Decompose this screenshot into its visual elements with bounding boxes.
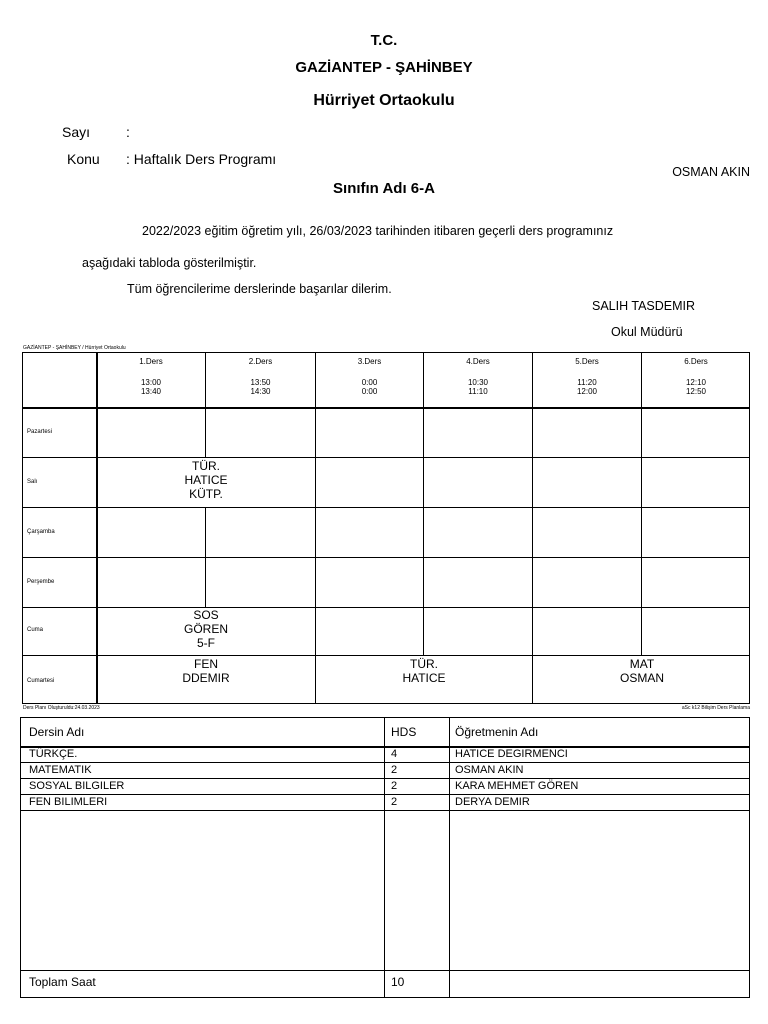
- subject-row-hds: 4: [391, 748, 398, 760]
- grid-col-divider: [423, 353, 424, 655]
- subject-row-hds: 2: [391, 780, 398, 792]
- period-3-header: 3.Ders 0:00 0:00: [357, 357, 382, 396]
- subject-table: [20, 717, 750, 998]
- lesson-cumartesi-1-2: FEN DDEMIR: [182, 657, 230, 685]
- subject-col-divider: [449, 718, 450, 997]
- subject-row-teacher: OSMAN AKIN: [455, 764, 524, 776]
- grid-caption-bottom-left: Ders Planı Oluşturuldu:24.03.2023: [23, 705, 100, 711]
- subject-row-divider: [21, 810, 749, 811]
- grid-col-divider: [205, 507, 206, 607]
- day-label-cuma: Cuma: [27, 627, 44, 633]
- day-label-sali: Salı: [27, 479, 38, 485]
- subject-row-divider: [21, 794, 749, 795]
- body-paragraph-3: Tüm öğrencilerime derslerinde başarılar dilerim.: [127, 282, 392, 296]
- sayi-colon: :: [126, 124, 130, 140]
- total-hours-value: 10: [391, 975, 405, 989]
- subject-row-name: FEN BILIMLERI: [29, 796, 108, 808]
- lesson-sali-1-2: TÜR. HATICE KÜTP.: [184, 459, 228, 501]
- lesson-cuma-1-2: SOS GÖREN 5-F: [183, 608, 228, 650]
- subject-row-hds: 2: [391, 796, 398, 808]
- class-title: Sınıfın Adı 6-A: [333, 180, 435, 197]
- signer-title: Okul Müdürü: [611, 325, 683, 339]
- subject-row-teacher: HATICE DEGIRMENCI: [455, 748, 568, 760]
- signer-name: SALIH TASDEMIR: [592, 299, 696, 313]
- subject-col-divider: [384, 718, 385, 997]
- subject-total-divider: [21, 970, 749, 971]
- period-2-header: 2.Ders 13:50 14:30: [248, 357, 273, 396]
- subject-header-name: Dersin Adı: [29, 725, 85, 739]
- day-label-persembe: Perşembe: [27, 579, 55, 585]
- total-hours-label: Toplam Saat: [29, 975, 96, 989]
- subject-header-divider: [21, 746, 749, 748]
- day-label-cumartesi: Cumartesi: [27, 678, 55, 684]
- subject-row-teacher: KARA MEHMET GÖREN: [455, 780, 579, 792]
- subject-row-hds: 2: [391, 764, 398, 776]
- subject-row-name: MATEMATIK: [29, 764, 92, 776]
- subject-row-divider: [21, 762, 749, 763]
- period-1-header: 1.Ders 13:00 13:40: [139, 357, 163, 396]
- konu-label: Konu: [67, 151, 100, 167]
- subject-row-divider: [21, 778, 749, 779]
- grid-row-divider: [23, 655, 749, 656]
- period-5-header: 5.Ders 11:20 12:00: [575, 357, 599, 396]
- grid-col-divider: [315, 353, 316, 703]
- day-label-carsamba: Çarşamba: [27, 529, 55, 535]
- subject-row-name: TÜRKÇE.: [29, 748, 78, 760]
- header-tc: T.C.: [370, 32, 398, 49]
- day-label-pazartesi: Pazartesi: [27, 429, 53, 435]
- konu-value: : Haftalık Ders Programı: [126, 151, 277, 167]
- sayi-label: Sayı: [62, 124, 91, 140]
- header-province: GAZİANTEP - ŞAHİNBEY: [295, 59, 473, 76]
- grid-col-divider: [641, 353, 642, 655]
- school-name: Hürriyet Ortaokulu: [313, 92, 455, 109]
- subject-header-hds: HDS: [391, 725, 417, 739]
- lesson-cumartesi-3-4: TÜR. HATICE: [402, 657, 446, 685]
- grid-col-divider: [532, 353, 533, 703]
- lesson-cumartesi-5-6: MAT OSMAN: [619, 657, 664, 685]
- schedule-grid: [22, 352, 750, 704]
- grid-col-divider: [96, 353, 98, 703]
- period-4-header: 4.Ders 10:30 11:10: [466, 357, 490, 396]
- body-paragraph-1: 2022/2023 eğitim öğretim yılı, 26/03/2023 tarihinden itibaren geçerli ders programınız: [142, 224, 614, 238]
- subject-header-teacher: Öğretmenin Adı: [455, 725, 539, 739]
- body-paragraph-2: aşağıdaki tabloda gösterilmiştir.: [82, 256, 257, 270]
- subject-row-teacher: DERYA DEMIR: [455, 796, 530, 808]
- period-6-header: 6.Ders 12:10 12:50: [684, 357, 708, 396]
- subject-row-name: SOSYAL BILGILER: [29, 780, 125, 792]
- grid-caption-bottom-right: aSc k12 Bilişim Ders Planlama: [681, 705, 750, 711]
- grid-caption-top: GAZİANTEP - ŞAHİNBEY / Hürriyet Ortaokulu: [23, 345, 126, 351]
- teacher-name-right: OSMAN AKIN: [672, 165, 750, 179]
